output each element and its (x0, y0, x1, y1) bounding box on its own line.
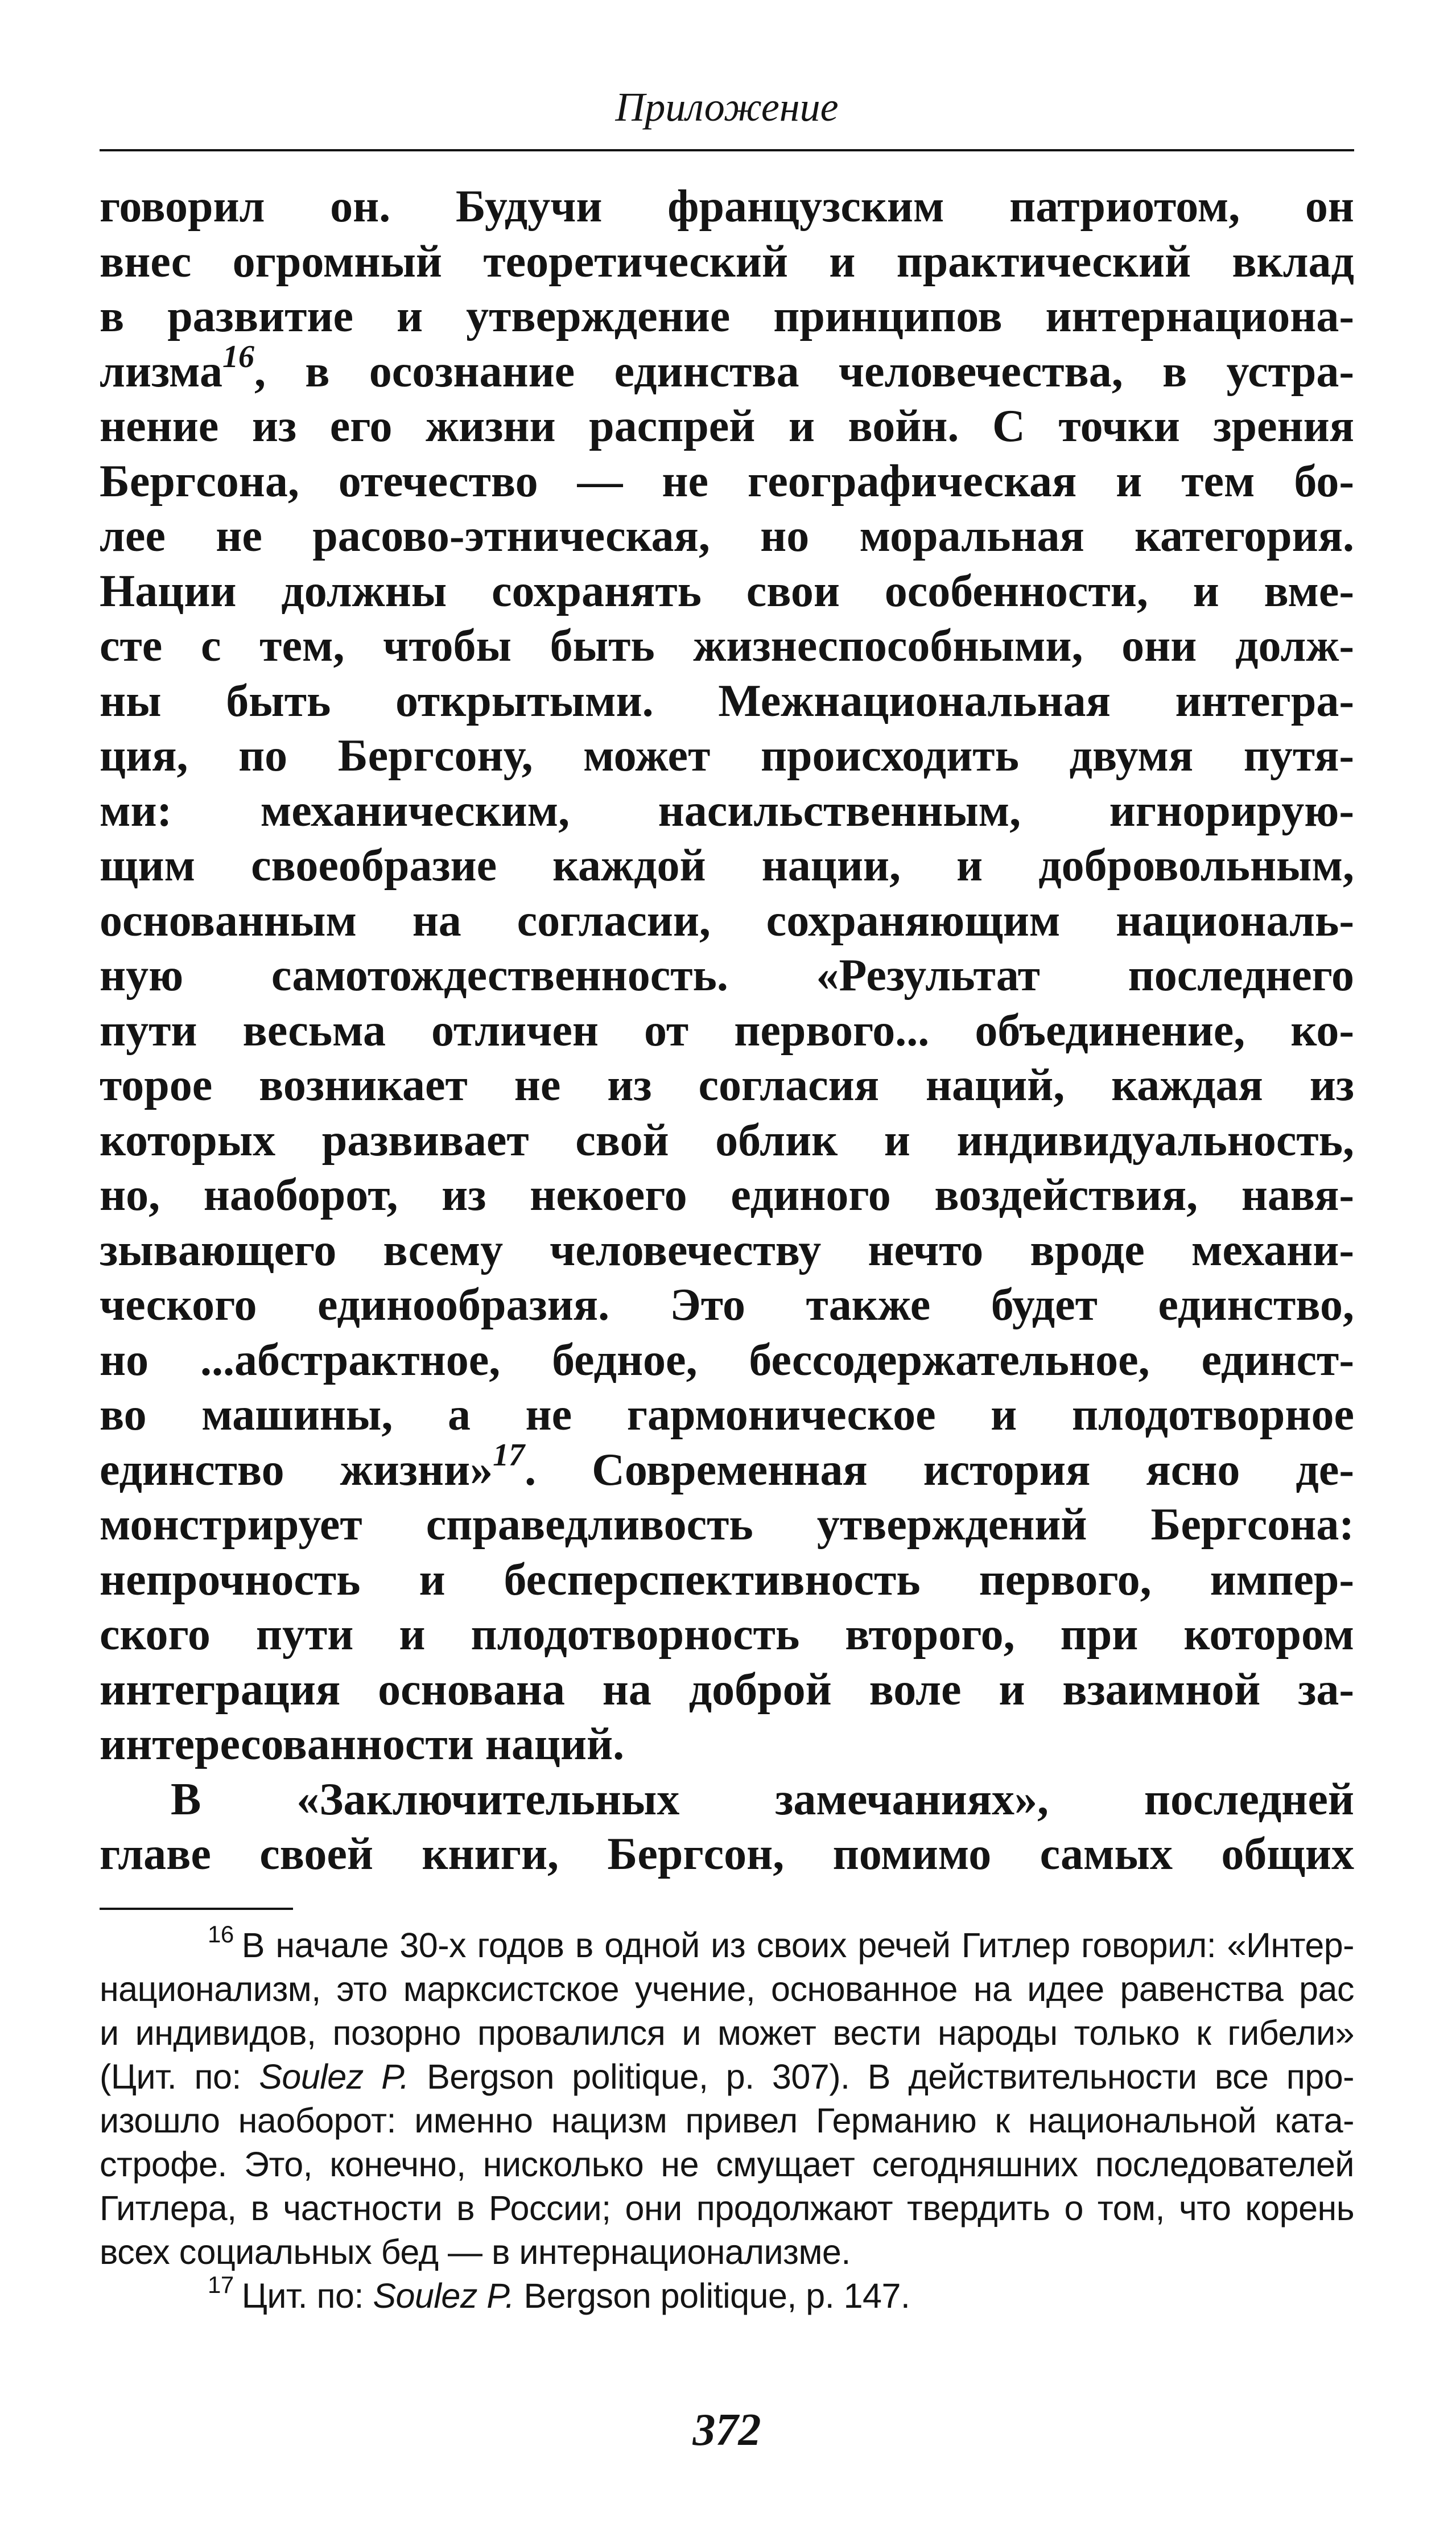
text-line: В «Заключительных замечаниях», последней (171, 1774, 1354, 1825)
text-line: ную самотождественность. «Результат последнего (100, 950, 1354, 1000)
header-rule (100, 149, 1354, 151)
text-line: основанным на согласии, сохраняющим националь- (100, 895, 1354, 946)
text-fragment: Bergson politique, p. 147. (514, 2276, 910, 2315)
text-line: во машины, а не гармоническое и плодотворное (100, 1390, 1354, 1440)
text-line: пути весьма отличен от первого... объединение, ко- (100, 1005, 1354, 1056)
author-name: Soulez P. (259, 2057, 409, 2096)
text-line: зывающего всему человечеству нечто вроде механи- (100, 1225, 1354, 1275)
text-line: но, наоборот, из некоего единого воздействия, навя- (100, 1170, 1354, 1220)
footnote-line: изошло наоборот: именно нацизм привел Германию к национальной ката- (100, 2101, 1354, 2140)
text-line: ми: механическим, насильственным, игнорирую- (100, 785, 1354, 836)
text-line: щим своеобразие каждой нации, и добровольным, (100, 841, 1354, 891)
paragraph-1 (100, 179, 1354, 1772)
text-line: монстрирует справедливость утверждений Бергсона: (100, 1500, 1354, 1550)
footnote-number: 17 (208, 2271, 234, 2298)
running-title: Приложение (615, 84, 839, 130)
text-line: нение из его жизни распрей и войн. С точки зрения (100, 401, 1354, 451)
text-line: интересованности наций. (100, 1719, 625, 1769)
text-line: сте с тем, чтобы быть жизнеспособными, они долж- (100, 621, 1354, 671)
footnote-line: всех социальных бед — в интернационализме. (100, 2233, 851, 2271)
footnote-line (100, 2055, 1354, 2099)
footnote-separator (100, 1908, 293, 1910)
text-fragment: Цит. по: (241, 2276, 373, 2315)
text-line: ны быть открытыми. Межнациональная интегра- (100, 676, 1354, 726)
footnote-line: национализм, это марксистское учение, основанное на идее равенства рас (100, 1970, 1354, 2008)
footnote-line (100, 2271, 1354, 2318)
text-line: Нации должны сохранять свои особенности, и вме- (100, 566, 1354, 616)
text-fragment: (Цит. по: (100, 2057, 259, 2096)
footnote-ref-17[interactable]: 17 (493, 1437, 525, 1473)
footnote-line: и индивидов, позорно провалился и может вести народы только к гибели» (100, 2014, 1354, 2052)
footnote-line (100, 1921, 1354, 1967)
footnotes (100, 1921, 1354, 2318)
text-fragment: , в осознание единства человечества, в устра- (254, 346, 1354, 397)
text-line: торое возникает не из согласия наций, каждая из (100, 1060, 1354, 1110)
text-line: интеграция основана на доброй воле и взаимной за- (100, 1664, 1354, 1715)
text-fragment: Bergson politique, p. 307). В действительности все про- (409, 2057, 1354, 2096)
text-line-with-footnote-16 (100, 339, 1354, 400)
text-line: ция, по Бергсону, может происходить двумя путя- (100, 731, 1354, 781)
footnote-number: 16 (208, 1921, 234, 1947)
text-line: говорил он. Будучи французским патриотом, он (100, 182, 1354, 232)
text-fragment: В начале 30-х годов в одной из своих речей Гитлер говорил: «Интер- (241, 1926, 1354, 1965)
text-line: которых развивает свой облик и индивидуальность, (100, 1115, 1354, 1166)
author-name: Soulez P. (373, 2276, 515, 2315)
text-line: главе своей книги, Бергсон, помимо самых общих (100, 1829, 1354, 1879)
text-line: лее не расово-этническая, но моральная категория. (100, 511, 1354, 561)
page-number: 372 (692, 2405, 761, 2455)
main-text (100, 179, 1354, 1882)
footnote-ref-16[interactable]: 16 (222, 339, 254, 374)
footnote-16 (100, 1921, 1354, 2274)
text-line: Бергсона, отечество — не географическая и тем бо- (100, 456, 1354, 507)
footnote-line: строфе. Это, конечно, нисколько не смущает сегодняшних последователей (100, 2145, 1354, 2184)
text-line: непрочность и бесперспективность первого, импер- (100, 1554, 1354, 1605)
text-fragment: лизма (100, 346, 222, 397)
text-line: внес огромный теоретический и практический вклад (100, 236, 1354, 287)
text-line: в развитие и утверждение принципов интернациона- (100, 291, 1354, 341)
text-fragment: . Современная история ясно де- (525, 1444, 1354, 1495)
text-line: ского пути и плодотворность второго, при котором (100, 1609, 1354, 1660)
text-line: ческого единообразия. Это также будет единство, (100, 1280, 1354, 1330)
text-fragment: единство жизни» (100, 1444, 493, 1495)
text-line: но ...абстрактное, бедное, бессодержательное, единст- (100, 1335, 1354, 1385)
footnote-17 (100, 2271, 1354, 2318)
paragraph-2 (100, 1772, 1354, 1882)
text-line-with-footnote-17 (100, 1437, 1354, 1498)
footnote-line: Гитлера, в частности в России; они продолжают твердить о том, что корень (100, 2189, 1354, 2227)
